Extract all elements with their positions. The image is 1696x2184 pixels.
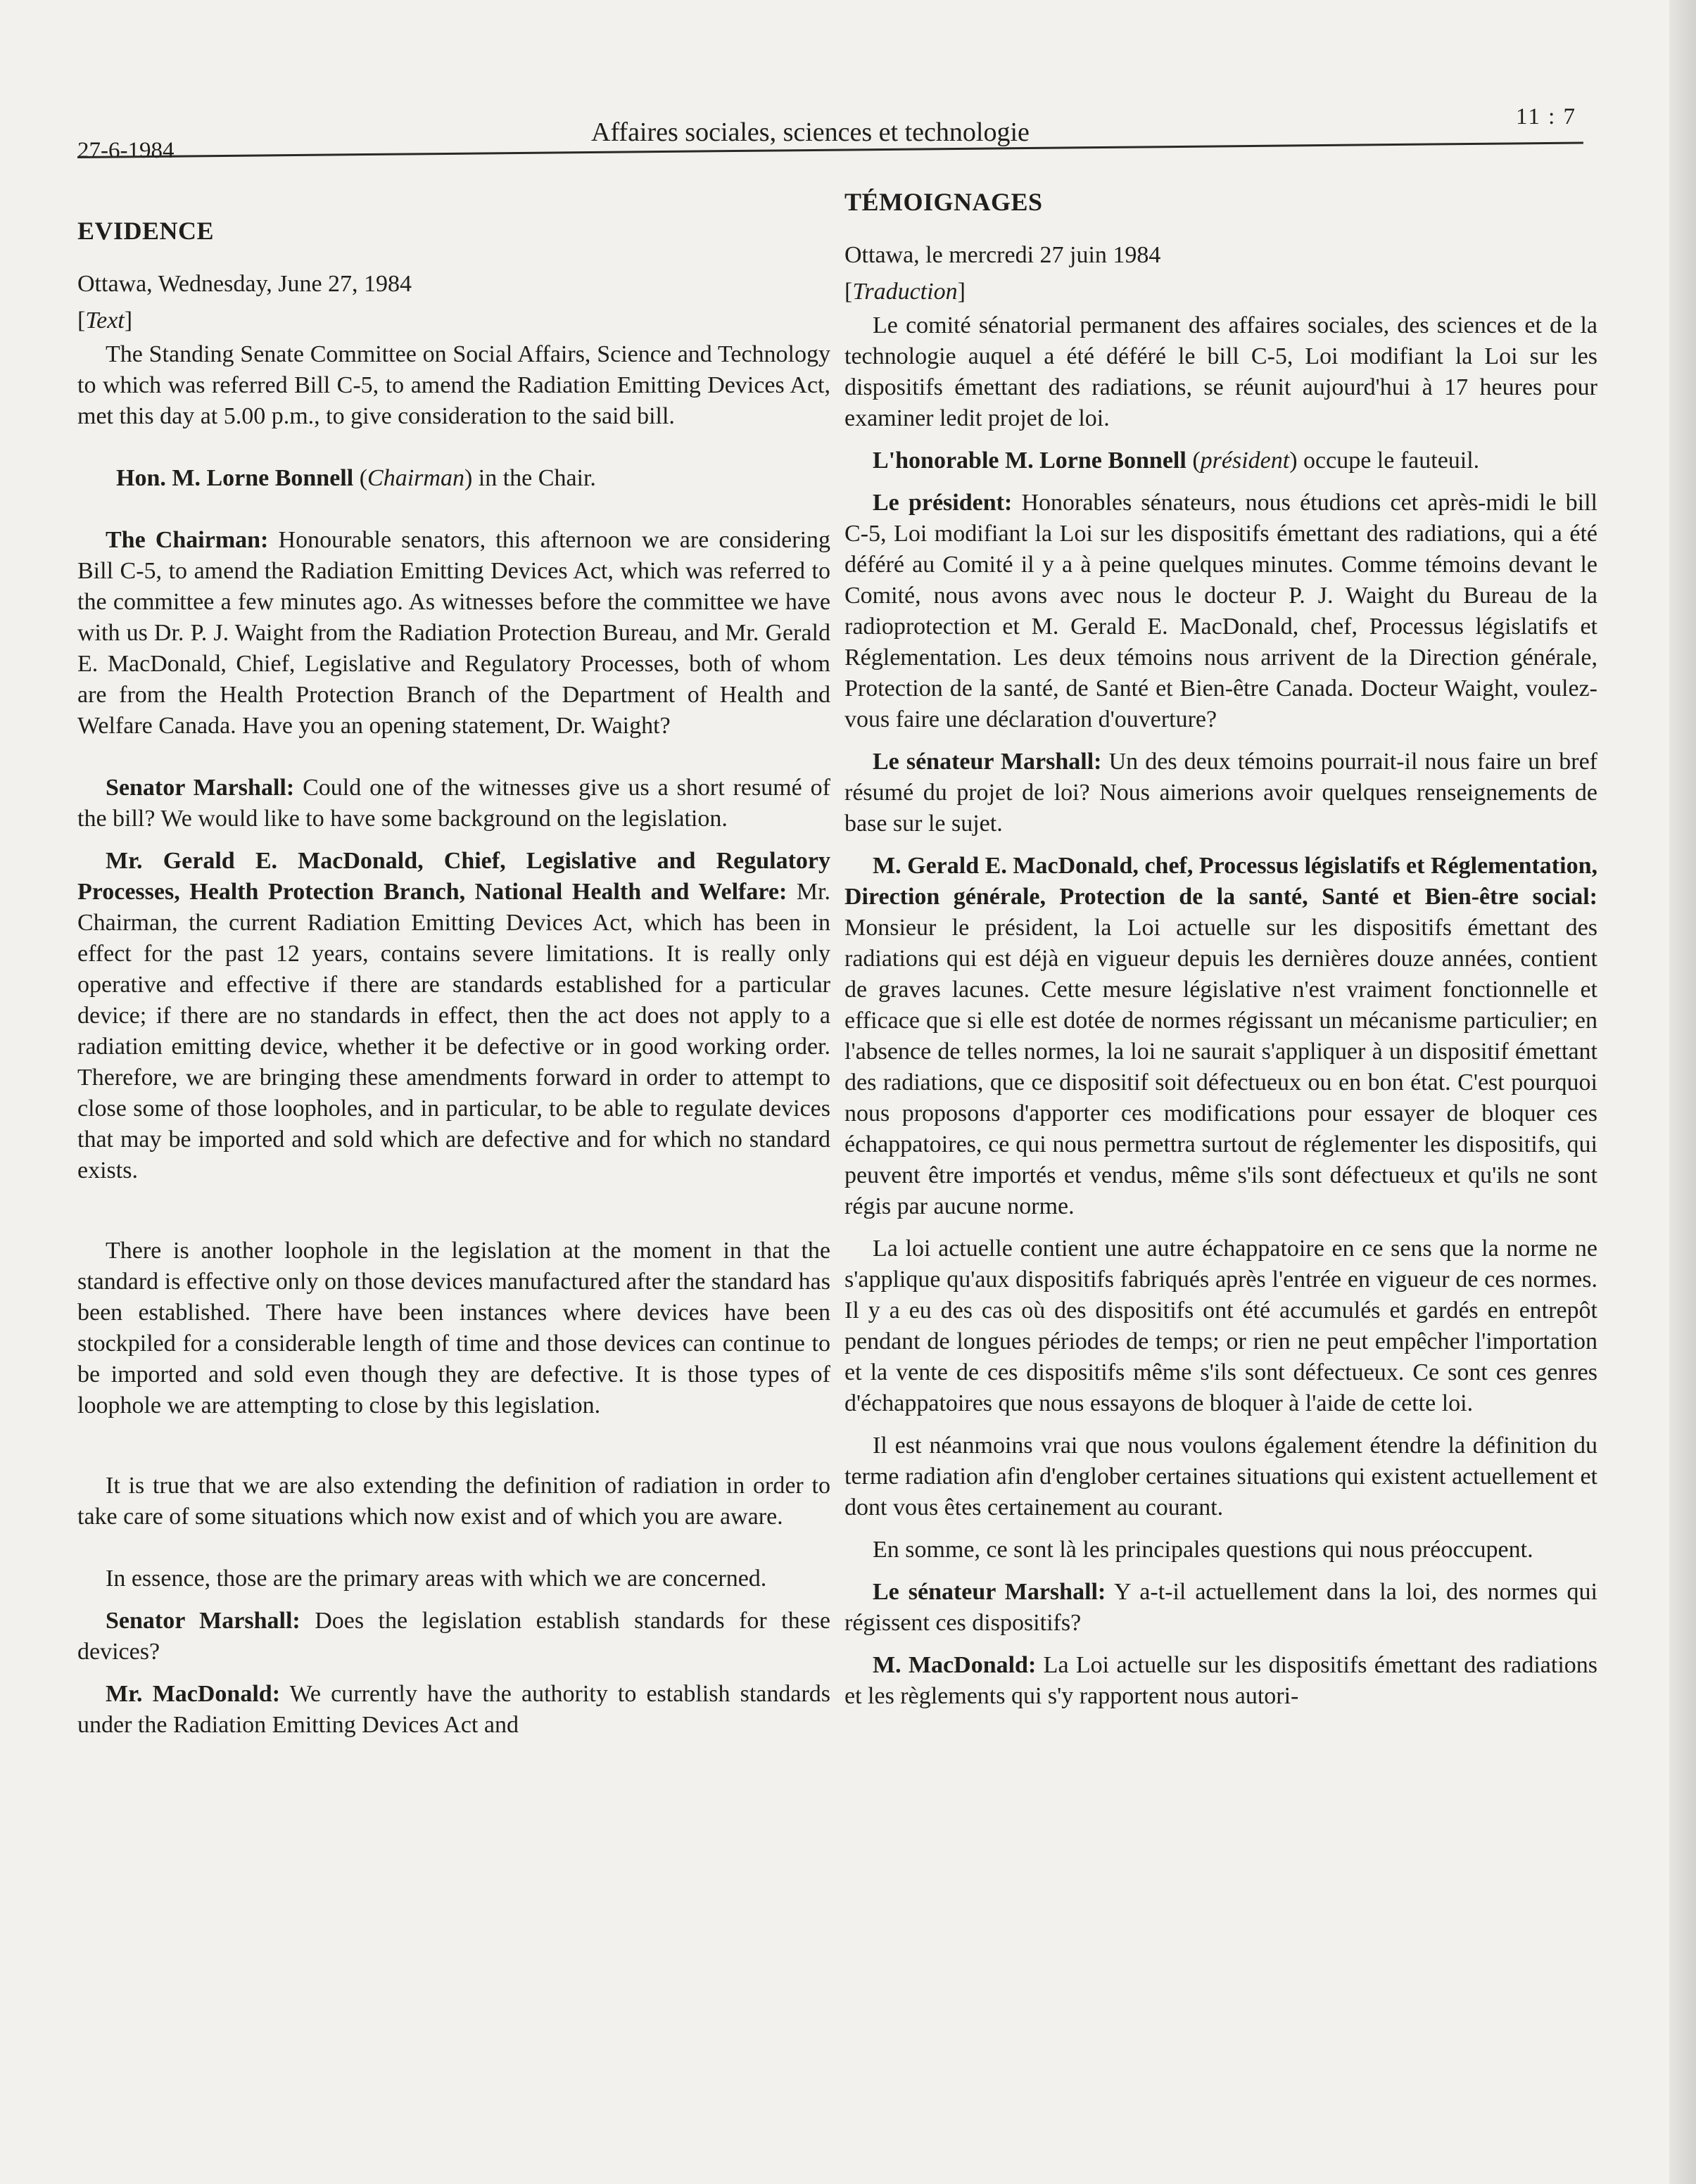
speaker: The Chairman: — [106, 527, 269, 553]
speaker: Le sénateur Marshall: — [873, 1579, 1106, 1605]
header-date: 27-6-1984 — [77, 138, 175, 163]
temoignages-heading: TÉMOIGNAGES — [844, 188, 1043, 216]
speaker: M. MacDonald: — [873, 1652, 1037, 1678]
evidence-heading: EVIDENCE — [77, 217, 215, 245]
page-number: 11 : 7 — [1516, 104, 1576, 129]
english-text-note: [Text] — [77, 307, 133, 334]
chair-tail: in the Chair. — [478, 465, 596, 491]
speech: Un des deux témoins pourrait-il nous faire un bref résumé du projet de loi? Nous aimerions avoir quelques renseignements de base sur le sujet. — [844, 749, 1598, 837]
speech: Honourable senators, this afternoon we are considering Bill C-5, to amend the Radiation Emitting Devices Act, which was referred to the committee a few minutes ago. As witnesses before the committee we have with us Dr. P. J. Waight from the Radiation Protection Bureau, and Mr. Gerald E. MacDonald, Chief, Legislative and Regulatory Processes, both of whom are from the Health Protection Branch of the Department of Health and Welfare Canada. Have you an opening statement, Dr. Waight? — [77, 527, 831, 739]
paragraph: Le comité sénatorial permanent des affaires sociales, des sciences et de la technologie auquel a été déféré le bill C-5, Loi modifiant la Loi sur les dispositifs émettant des radiations, se réunit aujourd'hui à 17 heures pour examiner ledit projet de loi. — [844, 312, 1597, 431]
french-text-note: [Traduction] — [844, 279, 966, 305]
speaker: M. Gerald E. MacDonald, chef, Processus législatifs et Réglementation, Direction générale, Protection de la santé, Santé et Bien-être social: — [844, 853, 1597, 910]
paragraph — [77, 846, 830, 1186]
note-label: Text — [85, 307, 125, 334]
paragraph — [844, 747, 1597, 839]
chair-role: président — [1200, 447, 1290, 474]
english-dateline: Ottawa, Wednesday, June 27, 1984 — [77, 271, 412, 297]
speech: Mr. Chairman, the current Radiation Emitting Devices Act, which has been in effect for the past 12 years, contains severe limitations. It is really only operative and effective if there are standards established for a particular device; if there are no standards in effect, then the act does not apply to a radiation emitting device, whether it be defective or in good working order. Therefore, we are bringing these amendments forward in order to attempt to close some of those loopholes, and in particular, to be able to regulate devices that may be imported and sold which are defective and for which no standard exists. — [77, 879, 830, 1183]
paragraph: It is true that we are also extending the definition of radiation in order to take care of some situations which now exist and of which you are aware. — [77, 1473, 830, 1530]
speaker: Le sénateur Marshall: — [873, 749, 1102, 775]
paragraph: In essence, those are the primary areas with which we are concerned. — [106, 1566, 767, 1592]
speech: Could one of the witnesses give us a short resumé of the bill? We would like to have some background on the legislation. — [77, 775, 831, 832]
running-header — [77, 104, 1583, 163]
speaker: Mr. Gerald E. MacDonald, Chief, Legislative and Regulatory Processes, Health Protection Branch, National Health and Welfare: — [77, 848, 830, 905]
paragraph: Il est néanmoins vrai que nous voulons également étendre la définition du terme radiation afin d'englober certaines situations qui existent actuellement et dont vous êtes certainement au courant. — [844, 1433, 1597, 1520]
speaker: Senator Marshall: — [106, 775, 295, 801]
paragraph — [77, 773, 830, 834]
speaker: Le président: — [873, 490, 1013, 516]
paragraph: En somme, ce sont là les principales questions qui nous préoccupent. — [873, 1537, 1533, 1563]
paragraph — [77, 1679, 830, 1741]
chair-tail: occupe le fauteuil. — [1303, 447, 1480, 474]
chair-line: L'honorable M. Lorne Bonnell (président) occupe le fauteuil. — [873, 447, 1480, 474]
chair-name: L'honorable M. Lorne Bonnell — [873, 447, 1186, 474]
french-column — [844, 186, 1597, 1723]
paragraph — [844, 1650, 1597, 1712]
paragraph: The Standing Senate Committee on Social Affairs, Science and Technology to which was referred Bill C-5, to amend the Radiation Emitting Devices Act, met this day at 5.00 p.m., to give consideration to the said bill. — [77, 341, 830, 429]
header-title: Affaires sociales, sciences et technologie — [591, 118, 1030, 147]
note-label: Traduction — [852, 279, 958, 305]
speech: Does the legislation establish standards for these devices? — [77, 1608, 830, 1665]
chair-line: Hon. M. Lorne Bonnell (Chairman) in the Chair. — [116, 465, 596, 491]
french-dateline: Ottawa, le mercredi 27 juin 1984 — [844, 242, 1161, 268]
chair-name: Hon. M. Lorne Bonnell — [116, 465, 354, 491]
speaker: Senator Marshall: — [106, 1608, 300, 1634]
speech: La Loi actuelle sur les dispositifs émettant des radiations et les règlements qui s'y rapportent nous autori- — [844, 1652, 1598, 1709]
speaker: Mr. MacDonald: — [106, 1681, 281, 1707]
paragraph: La loi actuelle contient une autre échappatoire en ce sens que la norme ne s'applique qu'aux dispositifs fabriqués après l'entrée en vigueur de ces normes. Il y a eu des cas où des dispositifs ont été accumulés et gardés en entrepôt pendant de longues périodes de temps; or rien ne peut empêcher l'importation et la vente de ces dispositifs même s'ils sont défectueux. Ce sont ces genres d'échappatoires que nous essayons de bloquer à l'aide de cette loi. — [844, 1236, 1597, 1416]
chair-role: Chairman — [367, 465, 464, 491]
english-column — [77, 190, 830, 1752]
speech: Monsieur le président, la Loi actuelle sur les dispositifs émettant des radiations qui est déjà en vigueur depuis les dernières douze années, contient de graves lacunes. Cette mesure législative n'est vraiment fonctionnelle et efficace que si elle est dotée de normes régissant un mécanisme particulier; en l'absence de telles normes, la loi ne saurait s'appliquer à un dispositif émettant des radiations, que ce dispositif soit défectueux ou en bon état. C'est pourquoi nous proposons d'apporter ces modifications pour essayer de bloquer ces échappatoires, ce qui nous permettra surtout de réglementer les dispositifs, qui peuvent être importés et vendus, même s'ils sont défectueux et qu'ils ne sont régis par aucune norme. — [844, 915, 1597, 1219]
speech: Honorables sénateurs, nous étudions cet après-midi le bill C-5, Loi modifiant la Loi sur les dispositifs émettant des radiations, qui a été déféré au Comité il y a à peine quelques minutes. Comme témoins devant le Comité, nous avons avec nous le docteur P. J. Waight du Bureau de la radioprotection et M. Gerald E. MacDonald, chef, Processus législatifs et Réglementation. Les deux témoins nous arrivent de la Direction générale, Protection de la santé, de Santé et Bien-être Canada. Docteur Waight, voulez-vous faire une déclaration d'ouverture? — [844, 490, 1597, 732]
paragraph — [844, 851, 1597, 1222]
paragraph — [844, 1577, 1597, 1639]
paragraph — [77, 1606, 830, 1668]
speech: Y a-t-il actuellement dans la loi, des normes qui régissent ces dispositifs? — [844, 1579, 1597, 1636]
paragraph — [844, 488, 1597, 735]
page-edge-shadow — [1669, 0, 1696, 2184]
paragraph: There is another loophole in the legislation at the moment in that the standard is effective only on those devices manufactured after the standard has been established. There have been instances where devices have been stockpiled for a considerable length of time and those devices can continue to be imported and sold even though they are defective. It is those types of loophole we are attempting to close by this legislation. — [77, 1238, 830, 1418]
speech: We currently have the authority to establish standards under the Radiation Emitting Devices Act and — [77, 1681, 831, 1738]
paragraph — [77, 525, 830, 742]
